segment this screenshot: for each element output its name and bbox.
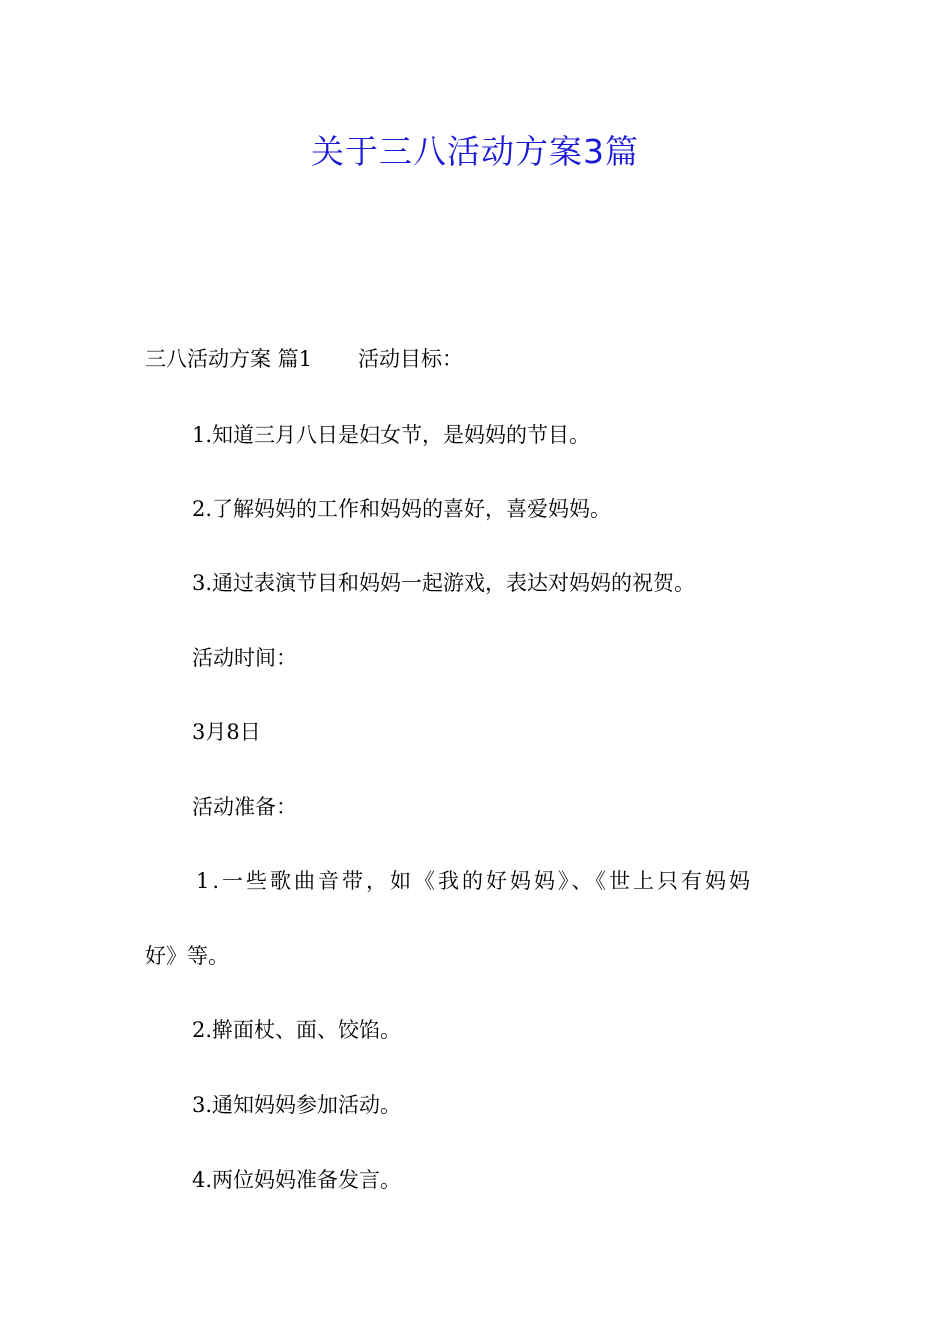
time-label: 活动时间： bbox=[192, 646, 297, 670]
time-value: 3月8日 bbox=[192, 720, 261, 744]
section-heading: 三八活动方案 篇1 bbox=[145, 347, 313, 371]
prep-label: 活动准备： bbox=[192, 795, 297, 819]
section-heading-line bbox=[145, 344, 463, 374]
prep-item-4: 4.两位妈妈准备发言。 bbox=[192, 1168, 402, 1192]
prep-item-3: 3.通知妈妈参加活动。 bbox=[192, 1093, 402, 1117]
document-title: 关于三八活动方案3篇 bbox=[311, 132, 639, 171]
prep-item-1-line-2: 好》等。 bbox=[145, 944, 229, 968]
prep-item-1-line-1: 1.一些歌曲音带，如《我的好妈妈》、《世上只有妈妈 bbox=[196, 869, 754, 893]
prep-item-2: 2.擀面杖、面、饺馅。 bbox=[192, 1018, 402, 1042]
goal-item-1: 1.知道三月八日是妇女节，是妈妈的节目。 bbox=[192, 423, 591, 447]
goal-item-3: 3.通过表演节目和妈妈一起游戏，表达对妈妈的祝贺。 bbox=[192, 571, 696, 595]
goal-label: 活动目标： bbox=[358, 347, 464, 371]
goal-item-2: 2.了解妈妈的工作和妈妈的喜好，喜爱妈妈。 bbox=[192, 497, 612, 521]
